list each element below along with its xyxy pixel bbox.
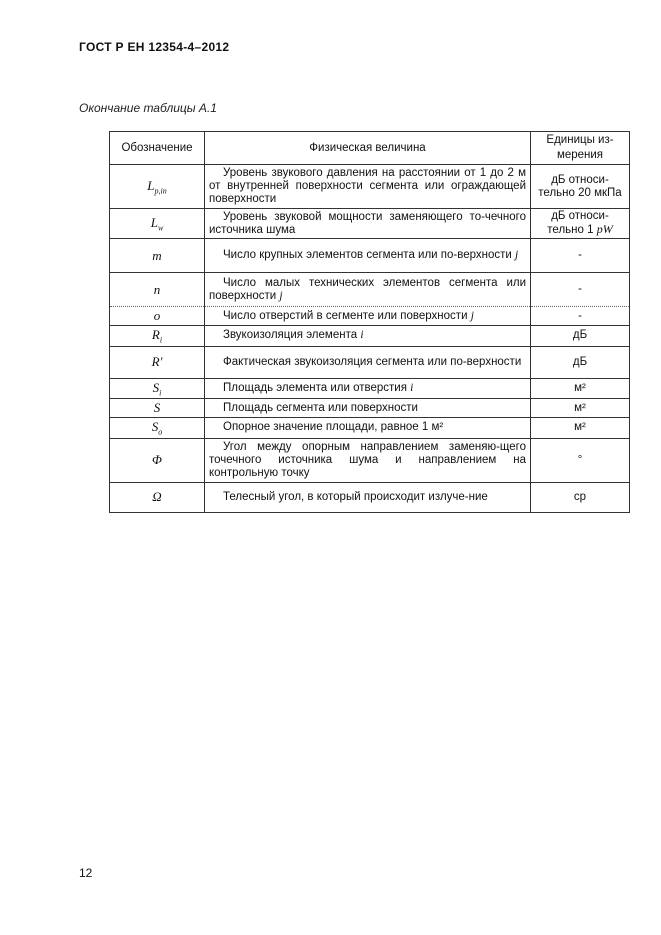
unit-italic: pW	[596, 222, 613, 236]
unit-cell	[531, 418, 630, 439]
symbol-text: S	[151, 419, 159, 435]
symbol-cell	[110, 239, 205, 273]
unit-text: -	[578, 249, 582, 261]
column-header-quantity: Физическая величина	[205, 132, 531, 165]
quantity-description-cell	[205, 378, 531, 399]
column-header-symbol: Обозначение	[110, 132, 205, 165]
quantity-description-cell	[205, 326, 531, 347]
symbol-cell	[110, 418, 205, 439]
symbol-subscript: w	[157, 223, 164, 233]
index-variable: j	[279, 289, 283, 302]
table-header-row	[110, 132, 630, 165]
symbol-text: n	[153, 281, 161, 297]
quantity-description-cell	[205, 307, 531, 326]
table-row	[110, 418, 630, 439]
symbol-subscript: i	[159, 388, 162, 398]
column-header-units: Единицы из-мерения	[531, 132, 630, 165]
symbol-subscript: i	[159, 335, 163, 345]
unit-cell	[531, 346, 630, 378]
table-row	[110, 209, 630, 239]
symbol-text: R'	[151, 354, 163, 370]
quantity-description: Уровень звуковой мощности заменяющего то-чечного источника шума	[209, 210, 526, 236]
symbol-cell	[110, 326, 205, 347]
unit-cell	[531, 307, 630, 326]
symbol-text: S	[153, 400, 161, 416]
symbol-subscript: p,in	[154, 186, 167, 196]
table-row	[110, 273, 630, 307]
unit-cell	[531, 209, 630, 239]
symbol-cell	[110, 438, 205, 482]
symbol-text: m	[152, 247, 162, 263]
symbol-text: S	[152, 379, 160, 395]
table-row	[110, 399, 630, 418]
physical-quantities-table	[109, 131, 630, 513]
symbol-cell	[110, 273, 205, 307]
unit-text: -	[578, 309, 582, 322]
symbol-text: o	[153, 308, 161, 323]
unit-cell	[531, 326, 630, 347]
unit-cell	[531, 438, 630, 482]
quantity-description: Площадь элемента или отверстия	[223, 381, 407, 394]
page-number: 12	[79, 866, 93, 880]
quantity-description: Площадь сегмента или поверхности	[223, 401, 418, 414]
symbol-cell	[110, 378, 205, 399]
symbol-text: R	[151, 327, 160, 342]
unit-text: ср	[573, 490, 587, 503]
symbol-text: L	[147, 177, 155, 193]
table-row	[110, 165, 630, 209]
table-row	[110, 326, 630, 347]
table-row	[110, 239, 630, 273]
index-variable: i	[410, 381, 414, 394]
quantity-description: Число малых технических элементов сегмента или поверхности	[209, 276, 526, 302]
table-row	[110, 438, 630, 482]
table-row	[110, 482, 630, 512]
quantity-description-cell	[205, 482, 531, 512]
unit-text: м²	[574, 421, 586, 434]
symbol-cell	[110, 165, 205, 209]
quantity-description: Фактическая звукоизоляция сегмента или по-верхности	[223, 355, 522, 368]
table-caption: Окончание таблицы А.1	[79, 101, 217, 115]
unit-text: дБ	[572, 329, 588, 342]
table-row	[110, 307, 630, 326]
unit-text: м²	[574, 401, 586, 414]
table-row	[110, 346, 630, 378]
symbol-text: Φ	[152, 452, 162, 468]
quantity-description-cell	[205, 399, 531, 418]
quantity-description-cell	[205, 165, 531, 209]
unit-cell	[531, 482, 630, 512]
unit-cell	[531, 399, 630, 418]
symbol-cell	[110, 399, 205, 418]
symbol-subscript: o	[158, 427, 163, 437]
quantity-description-cell	[205, 438, 531, 482]
index-variable: i	[360, 329, 364, 342]
quantity-description-cell	[205, 346, 531, 378]
quantity-description-cell	[205, 239, 531, 273]
unit-text: м²	[574, 381, 586, 394]
unit-cell	[531, 165, 630, 209]
quantity-description-cell	[205, 273, 531, 307]
unit-text: °	[577, 453, 583, 466]
unit-cell	[531, 239, 630, 273]
symbol-cell	[110, 209, 205, 239]
index-variable: j	[515, 249, 519, 261]
unit-cell	[531, 378, 630, 399]
quantity-description-cell	[205, 209, 531, 239]
quantity-description: Телесный угол, в который происходит излуче-ние	[223, 490, 488, 503]
quantity-description-cell	[205, 418, 531, 439]
symbol-cell	[110, 307, 205, 326]
unit-text: -	[578, 283, 582, 295]
unit-text: дБ относи-тельно 1	[547, 210, 609, 236]
symbol-cell	[110, 346, 205, 378]
document-standard-number: ГОСТ Р ЕН 12354-4–2012	[79, 40, 230, 54]
quantity-description: Число отверстий в сегменте или поверхности	[223, 309, 468, 322]
unit-text: дБ относи-тельно 20 мкПа	[538, 173, 622, 199]
symbol-cell	[110, 482, 205, 512]
symbol-text: Ω	[152, 489, 162, 505]
quantity-description: Уровень звукового давления на расстоянии от 1 до 2 м от внутренней поверхности сегмента или ограждающей поверхности	[209, 167, 526, 205]
quantity-description: Опорное значение площади, равное 1 м²	[223, 421, 444, 434]
unit-text: дБ	[572, 355, 588, 368]
unit-cell	[531, 273, 630, 307]
table-row	[110, 378, 630, 399]
index-variable: j	[470, 309, 474, 322]
symbol-text: L	[150, 214, 158, 230]
quantity-description: Число крупных элементов сегмента или по-верхности	[223, 249, 512, 261]
quantity-description: Звукоизоляция элемента	[223, 329, 358, 342]
quantity-description: Угол между опорным направлением заменяю-щего точечного источника шума и направлением на контрольную точку	[209, 440, 526, 479]
